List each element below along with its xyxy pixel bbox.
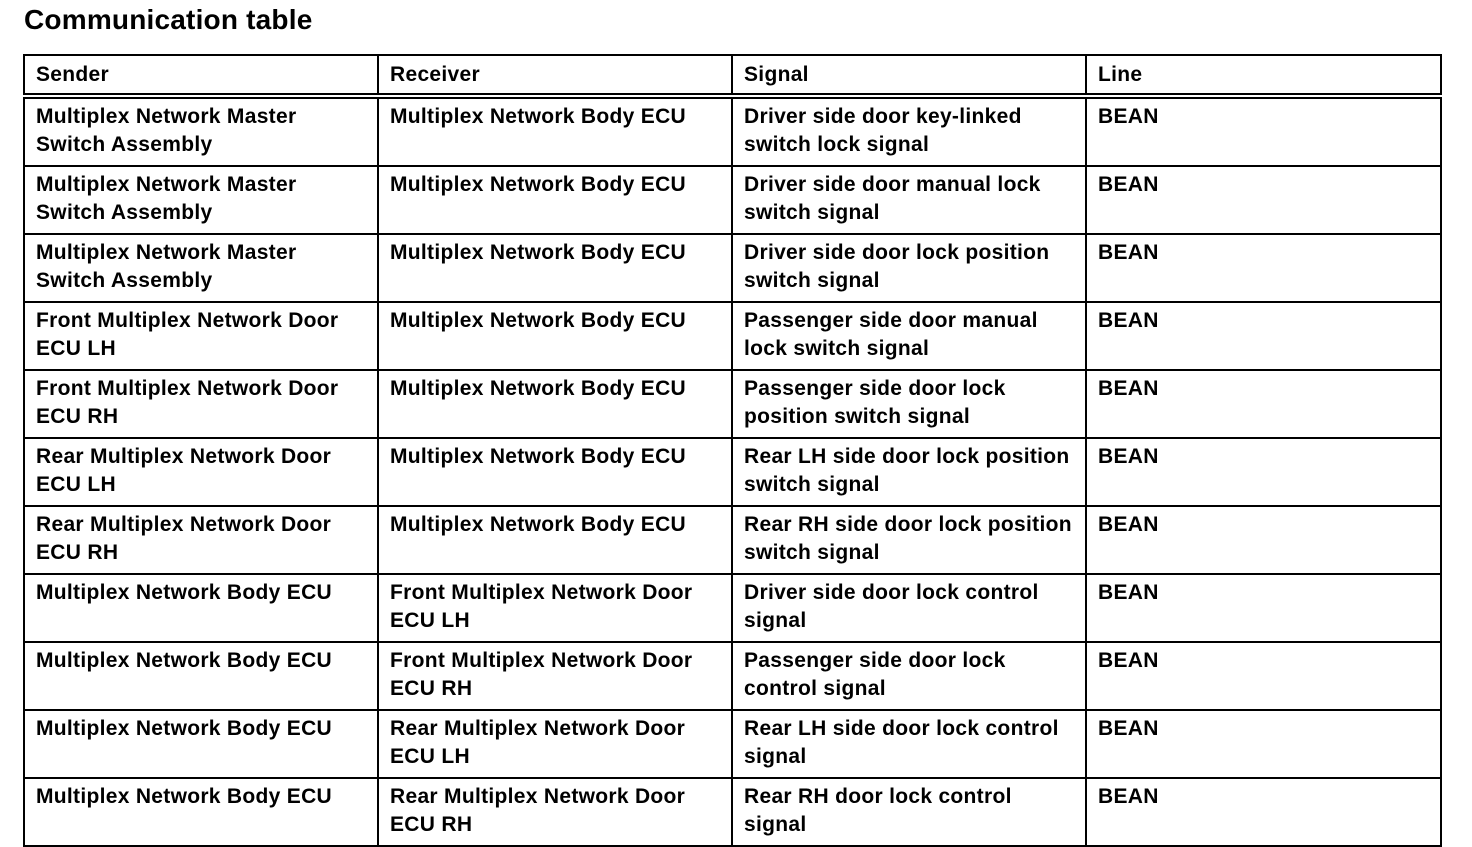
signal-cell: Passenger side door manual lock switch signal [732, 302, 1086, 370]
sender-cell: Front Multiplex Network Door ECU RH [24, 370, 378, 438]
sender-cell: Front Multiplex Network Door ECU LH [24, 302, 378, 370]
receiver-cell: Multiplex Network Body ECU [378, 234, 732, 302]
table-row [24, 710, 1441, 778]
sender-cell: Multiplex Network Master Switch Assembly [24, 234, 378, 302]
sender-cell: Rear Multiplex Network Door ECU LH [24, 438, 378, 506]
sender-cell: Multiplex Network Body ECU [24, 778, 378, 846]
table-row [24, 574, 1441, 642]
signal-cell: Driver side door lock position switch signal [732, 234, 1086, 302]
signal-cell: Driver side door key-linked switch lock signal [732, 96, 1086, 166]
line-cell: BEAN [1086, 438, 1441, 506]
signal-cell: Rear LH side door lock position switch signal [732, 438, 1086, 506]
line-cell: BEAN [1086, 642, 1441, 710]
sender-cell: Multiplex Network Master Switch Assembly [24, 166, 378, 234]
table-row [24, 642, 1441, 710]
table-row [24, 96, 1441, 166]
line-cell: BEAN [1086, 506, 1441, 574]
line-cell: BEAN [1086, 370, 1441, 438]
signal-cell: Driver side door manual lock switch signal [732, 166, 1086, 234]
table-row [24, 370, 1441, 438]
sender-cell: Multiplex Network Body ECU [24, 574, 378, 642]
column-header-signal: Signal [732, 55, 1086, 96]
receiver-cell: Multiplex Network Body ECU [378, 370, 732, 438]
column-header-line: Line [1086, 55, 1441, 96]
sender-cell: Multiplex Network Master Switch Assembly [24, 96, 378, 166]
receiver-cell: Front Multiplex Network Door ECU RH [378, 642, 732, 710]
table-row [24, 166, 1441, 234]
communication-table [23, 54, 1442, 847]
line-cell: BEAN [1086, 96, 1441, 166]
signal-cell: Rear RH side door lock position switch signal [732, 506, 1086, 574]
line-cell: BEAN [1086, 574, 1441, 642]
line-cell: BEAN [1086, 234, 1441, 302]
receiver-cell: Multiplex Network Body ECU [378, 166, 732, 234]
line-cell: BEAN [1086, 302, 1441, 370]
receiver-cell: Multiplex Network Body ECU [378, 506, 732, 574]
receiver-cell: Multiplex Network Body ECU [378, 96, 732, 166]
receiver-cell: Rear Multiplex Network Door ECU LH [378, 710, 732, 778]
receiver-cell: Multiplex Network Body ECU [378, 302, 732, 370]
signal-cell: Passenger side door lock position switch signal [732, 370, 1086, 438]
line-cell: BEAN [1086, 778, 1441, 846]
signal-cell: Driver side door lock control signal [732, 574, 1086, 642]
table-row [24, 506, 1441, 574]
column-header-receiver: Receiver [378, 55, 732, 96]
table-row [24, 778, 1441, 846]
sender-cell: Multiplex Network Body ECU [24, 642, 378, 710]
signal-cell: Rear RH door lock control signal [732, 778, 1086, 846]
table-row [24, 234, 1441, 302]
signal-cell: Rear LH side door lock control signal [732, 710, 1086, 778]
sender-cell: Rear Multiplex Network Door ECU RH [24, 506, 378, 574]
receiver-cell: Multiplex Network Body ECU [378, 438, 732, 506]
line-cell: BEAN [1086, 710, 1441, 778]
table-header-row [24, 55, 1441, 96]
column-header-sender: Sender [24, 55, 378, 96]
receiver-cell: Front Multiplex Network Door ECU LH [378, 574, 732, 642]
page-title: Communication table [24, 4, 313, 35]
line-cell: BEAN [1086, 166, 1441, 234]
receiver-cell: Rear Multiplex Network Door ECU RH [378, 778, 732, 846]
table-row [24, 438, 1441, 506]
sender-cell: Multiplex Network Body ECU [24, 710, 378, 778]
signal-cell: Passenger side door lock control signal [732, 642, 1086, 710]
table-row [24, 302, 1441, 370]
